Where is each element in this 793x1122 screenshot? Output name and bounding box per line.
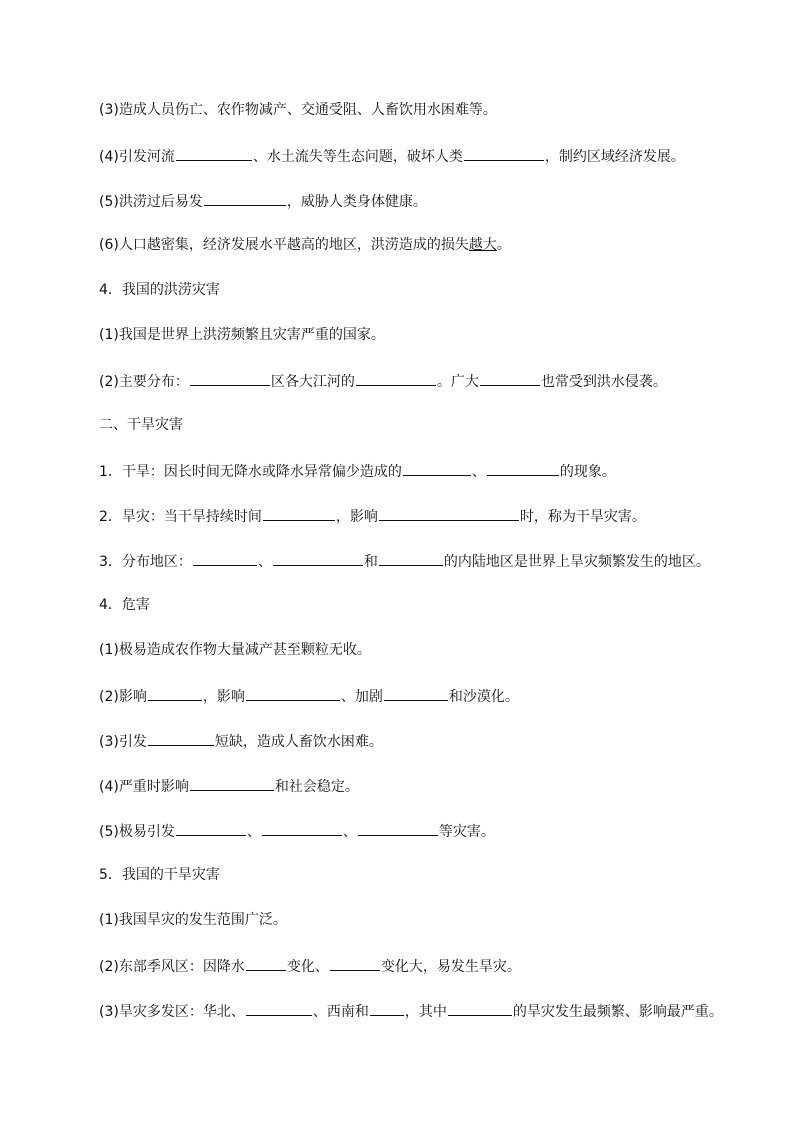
text-line	[99, 550, 710, 570]
text-segment: 、	[257, 554, 272, 570]
text-segment: 。广大	[436, 374, 479, 390]
section-heading	[99, 415, 183, 435]
text-line	[99, 190, 427, 210]
text-segment: (1)我国是世界上洪涝频繁且灾害严重的国家。	[99, 327, 385, 343]
answer-blank[interactable]	[403, 460, 471, 476]
answer-blank[interactable]	[246, 1000, 312, 1016]
text-segment: 、加剧	[340, 689, 383, 705]
text-segment: 2．旱灾：当干旱持续时间	[99, 509, 262, 525]
text-segment: 变化、	[286, 959, 329, 975]
section-heading	[99, 865, 220, 885]
underlined-answer: 越大	[468, 237, 497, 253]
text-segment: 4．我国的洪涝灾害	[99, 282, 220, 298]
text-segment: 。	[496, 237, 511, 253]
text-segment: 1．干旱：因长时间无降水或降水异常偏少造成的	[99, 464, 402, 480]
answer-blank[interactable]	[190, 370, 270, 386]
text-segment: (2)东部季风区：因降水	[99, 959, 245, 975]
text-segment: (2)影响	[99, 689, 147, 705]
text-segment: (4)引发河流	[99, 149, 175, 165]
text-line	[99, 640, 371, 660]
answer-blank[interactable]	[246, 955, 286, 971]
text-segment: 、水土流失等生态问题，破坏人类	[252, 149, 463, 165]
answer-blank[interactable]	[356, 370, 436, 386]
answer-blank[interactable]	[370, 1000, 404, 1016]
answer-blank[interactable]	[148, 730, 214, 746]
answer-blank[interactable]	[263, 505, 335, 521]
text-segment: 二、干旱灾害	[99, 417, 183, 433]
text-segment: 4．危害	[99, 597, 150, 613]
text-segment: 、	[342, 824, 357, 840]
text-segment: ，影响	[202, 689, 245, 705]
text-segment: (3)旱灾多发区：华北、	[99, 1004, 245, 1020]
text-segment: (3)引发	[99, 734, 147, 750]
answer-blank[interactable]	[448, 1000, 512, 1016]
text-line	[99, 730, 383, 750]
text-segment: 、	[471, 464, 486, 480]
text-line	[99, 145, 685, 165]
answer-blank[interactable]	[379, 550, 443, 566]
text-segment: 和社会稳定。	[274, 779, 359, 795]
text-line	[99, 955, 521, 975]
answer-blank[interactable]	[330, 955, 380, 971]
text-segment: 3．分布地区：	[99, 554, 192, 570]
answer-blank[interactable]	[176, 145, 252, 161]
text-line	[99, 370, 667, 390]
text-segment: (5)极易引发	[99, 824, 175, 840]
answer-blank[interactable]	[193, 550, 257, 566]
answer-blank[interactable]	[262, 820, 342, 836]
text-line	[99, 325, 385, 345]
text-segment: ，威胁人类身体健康。	[286, 194, 427, 210]
text-line	[99, 235, 511, 255]
text-segment: 和沙漠化。	[448, 689, 519, 705]
text-line	[99, 460, 616, 480]
text-line	[99, 910, 287, 930]
answer-blank[interactable]	[246, 685, 340, 701]
text-segment: (3)造成人员伤亡、农作物减产、交通受阻、人畜饮用水困难等。	[99, 102, 497, 118]
text-segment: 和	[363, 554, 378, 570]
text-segment: ，其中	[404, 1004, 447, 1020]
answer-blank[interactable]	[148, 685, 202, 701]
answer-blank[interactable]	[384, 685, 448, 701]
answer-blank[interactable]	[204, 190, 286, 206]
answer-blank[interactable]	[358, 820, 438, 836]
text-line	[99, 1000, 723, 1020]
answer-blank[interactable]	[176, 820, 246, 836]
answer-blank[interactable]	[379, 505, 519, 521]
text-segment: 时，称为干旱灾害。	[519, 509, 646, 525]
section-heading	[99, 280, 220, 300]
text-line	[99, 820, 495, 840]
text-segment: (2)主要分布：	[99, 374, 189, 390]
answer-blank[interactable]	[480, 370, 540, 386]
text-segment: (5)洪涝过后易发	[99, 194, 203, 210]
text-segment: 等灾害。	[438, 824, 495, 840]
text-segment: ，制约区域经济发展。	[544, 149, 685, 165]
text-segment: 5．我国的干旱灾害	[99, 867, 220, 883]
answer-blank[interactable]	[487, 460, 559, 476]
text-segment: 、	[246, 824, 261, 840]
answer-blank[interactable]	[273, 550, 363, 566]
text-segment: 、西南和	[312, 1004, 369, 1020]
text-segment: 变化大，易发生旱灾。	[380, 959, 521, 975]
text-segment: 的内陆地区是世界上旱灾频繁发生的地区。	[443, 554, 710, 570]
text-segment: (6)人口越密集，经济发展水平越高的地区，洪涝造成的损失	[99, 237, 469, 253]
answer-blank[interactable]	[464, 145, 544, 161]
text-segment: 的旱灾发生最频繁、影响最严重。	[512, 1004, 723, 1020]
text-line	[99, 775, 359, 795]
text-line	[99, 505, 646, 525]
text-segment: 区各大江河的	[270, 374, 355, 390]
text-segment: ，影响	[335, 509, 378, 525]
text-segment: 也常受到洪水侵袭。	[540, 374, 667, 390]
text-segment: (4)严重时影响	[99, 779, 189, 795]
text-segment: (1)极易造成农作物大量减产甚至颗粒无收。	[99, 642, 371, 658]
text-line	[99, 685, 519, 705]
text-segment: (1)我国旱灾的发生范围广泛。	[99, 912, 287, 928]
section-heading	[99, 595, 150, 615]
text-segment: 短缺，造成人畜饮水困难。	[214, 734, 383, 750]
answer-blank[interactable]	[190, 775, 274, 791]
text-segment: 的现象。	[559, 464, 616, 480]
text-line	[99, 100, 497, 120]
